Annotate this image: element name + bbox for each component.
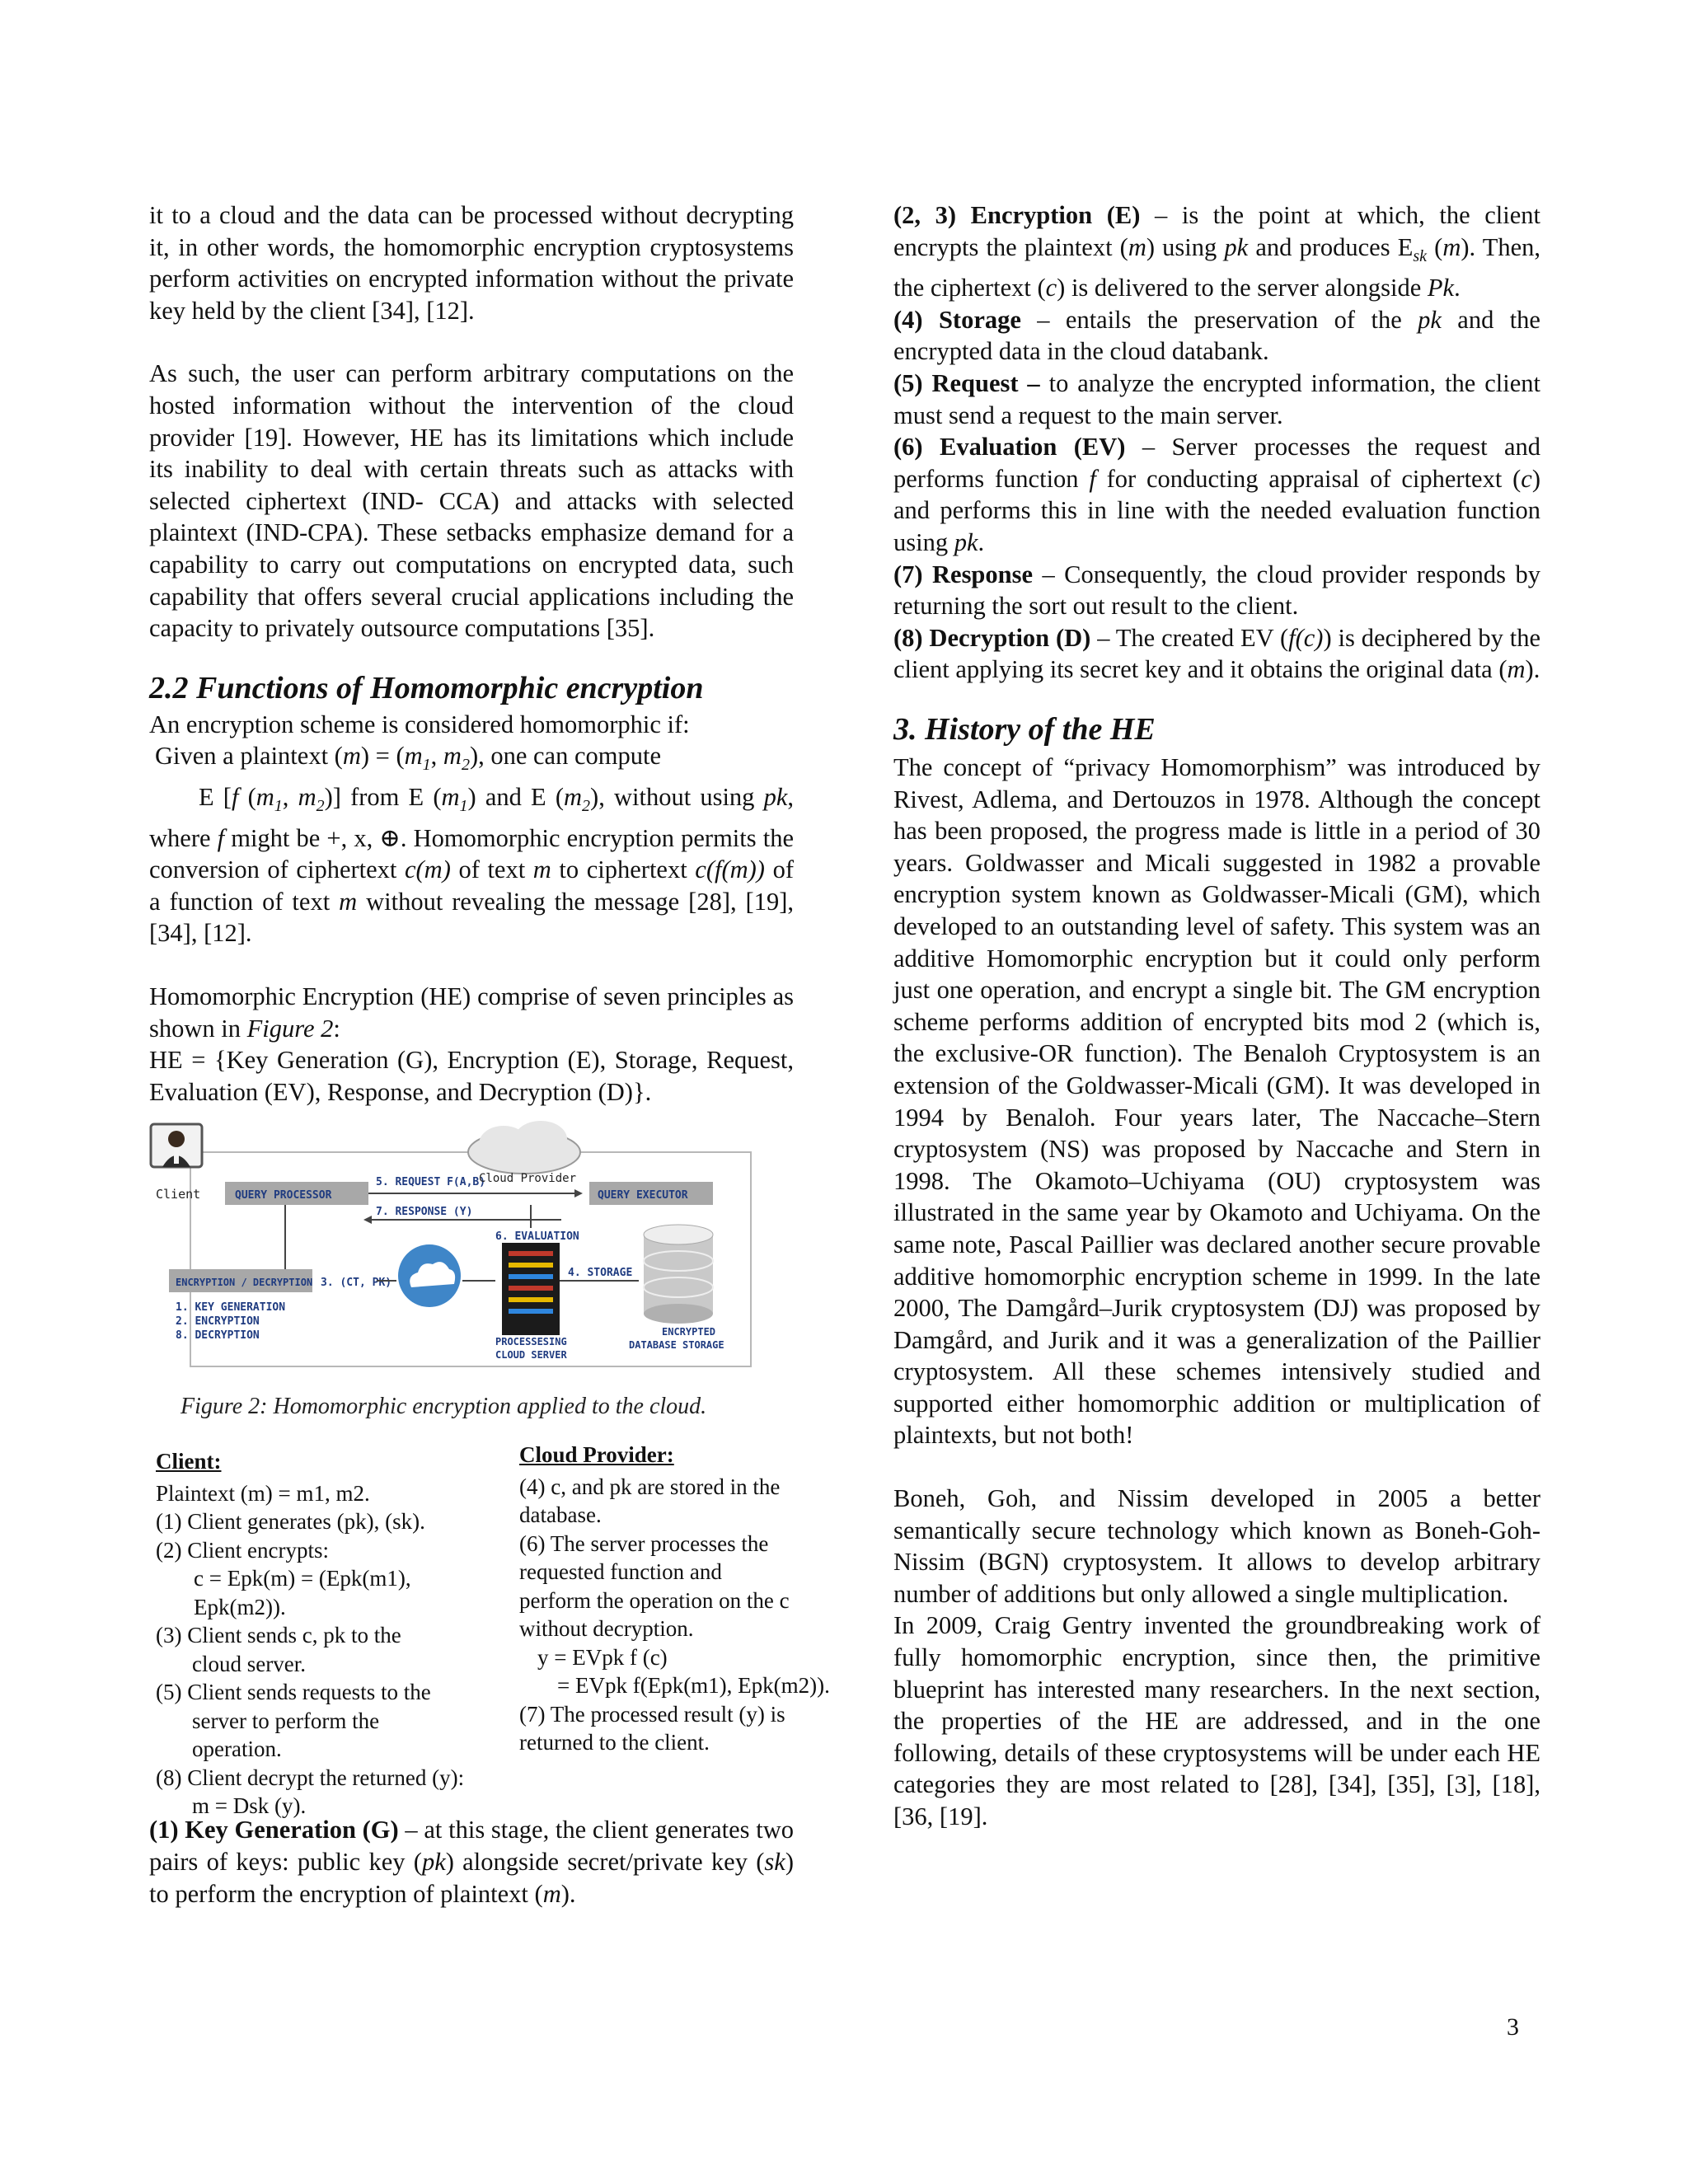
legend-cloud-line: (7) The processed result (y) is: [519, 1701, 785, 1727]
cloud-provider-label: Cloud Provider: [479, 1172, 577, 1186]
encryption-paragraph: (2, 3) Encryption (E) – is the point at which, the client encrypts the plaintext (m) using pk and produces $E_{sk}$ (m). Then, the ciphertext (c) is delivered to the server alongside Pk.: [893, 201, 1540, 302]
legend-client-line: c = Epk(m) = (Epk(m1), Epk(m2)).: [194, 1566, 411, 1619]
response-label: 7. RESPONSE (Y): [376, 1206, 473, 1219]
right-column: [893, 199, 1540, 1833]
processing-server-icon: [502, 1243, 560, 1335]
evaluation-paragraph: (6) Evaluation (EV) – Server processes the request and performs function f for conducting appraisal of ciphertext (c) and performs this in line with the needed evaluation function using pk.: [893, 433, 1540, 557]
encrypted-label-2: DATABASE STORAGE: [629, 1339, 724, 1352]
legend-client-line: (1) Client generates (pk), (sk).: [156, 1509, 425, 1535]
section-heading-functions: 2.2 Functions of Homomorphic encryption: [149, 670, 704, 705]
legend-client-line: (8) Client decrypt the returned (y):: [156, 1765, 465, 1790]
legend-cloud-line: (6) The server processes the: [519, 1530, 769, 1556]
query-executor-label: QUERY EXECUTOR: [598, 1189, 688, 1202]
processing-label-1: PROCESSESING: [495, 1336, 567, 1348]
paragraph-limitations: As such, the user can perform arbitrary computations on the hosted information without the intervention of the cloud provider [19]. However, HE has its limitations which include its inability to deal with certain threats such as attacks with selected ciphertext (IND- CCA) and attacks with selected plaintext (IND-CPA). These setbacks emphasize demand for a capability to carry out computations on encrypted data, such capability that offers several crucial applications including the capacity to privately outsource computations [35].: [149, 359, 794, 643]
diagram-svg: [149, 1119, 769, 1375]
figure-caption: Figure 2: Homomorphic encryption applied to the cloud.: [181, 1394, 707, 1420]
legend-client-line: operation.: [192, 1736, 282, 1762]
request-paragraph: (5) Request – to analyze the encrypted information, the client must send a request to the main server.: [893, 369, 1540, 429]
cloud-storage-icon: [398, 1244, 461, 1307]
definition-body: E [f ($m_1$, $m_2$)] from E $(m_1)$ and E $(m_2)$, without using pk, where f might be +, x, ⊕. Homomorphic encryption permits the conversion of ciphertext c(m) of text m to ciphertext c(f(m)) of a function of text m without revealing the message [28], [19], [34], [12].: [149, 783, 795, 948]
legend-cloud-line: without decryption.: [519, 1616, 694, 1642]
decryption-paragraph: (8) Decryption (D) – The created EV (f(c)) is deciphered by the client applying its secret key and it obtains the original data (m).: [893, 623, 1540, 684]
legend-cloud-line: = EVpk f(Epk(m1), Epk(m2)).: [557, 1673, 830, 1699]
section-heading-history: 3. History of the HE: [893, 712, 1156, 747]
page-number: 3: [1507, 2013, 1519, 2041]
response-paragraph: (7) Response – Consequently, the cloud provider responds by returning the sort out result to the client.: [893, 560, 1540, 621]
legend-client-line: cloud server.: [192, 1651, 306, 1676]
legend-client-column: [156, 1447, 502, 1821]
database-icon: [644, 1225, 713, 1324]
he-definition-set: HE = {Key Generation (G), Encryption (E), Storage, Request, Evaluation (EV), Response, and Decryption (D)}.: [149, 1046, 794, 1106]
legend-cloud-line: requested function and: [519, 1559, 722, 1585]
legend-cloud-heading: Cloud Provider:: [519, 1442, 674, 1468]
legend-client-heading: Client:: [156, 1449, 222, 1474]
client-label: Client: [156, 1187, 201, 1202]
legend-client-line: Plaintext (m) = m1, m2.: [156, 1480, 370, 1506]
legend-cloud-line: returned to the client.: [519, 1730, 710, 1755]
legend-cloud-line: database.: [519, 1502, 602, 1528]
step-1-label: 1. KEY GENERATION: [176, 1301, 286, 1315]
legend-cloud-column: [519, 1441, 832, 1757]
enc-dec-label: ENCRYPTION / DECRYPTION: [176, 1277, 313, 1289]
left-column: [149, 199, 830, 1910]
ct-pk-label: 3. (CT, PK): [321, 1277, 392, 1290]
history-paragraph-1: The concept of “privacy Homomorphism” was introduced by Rivest, Adlema, and Dertouzos in 1978. Although the concept has been proposed, the progress made is little in a period of 30 years. Goldwasser and Micali suggested in 1982 a provable encryption system known as Goldwasser-Micali (GM), which developed to an outstanding level of safety. This system was an additive Homomorphic encryption but it could only perform just one operation, and encrypt a single bit. The GM encryption scheme performs addition of encrypted bits mod 2 (which is, the exclusive-OR function). The Benaloh Cryptosystem is an extension of the Goldwasser-Micali (GM). It was developed in 1994 by Benaloh. Four years later, The Naccache–Stern cryptosystem (NS) was proposed by Naccache and Stern in 1998. The Okamoto–Uchiyama (OU) cryptosystem was illustrated in the same year by Okamoto and Uchiyama. On the same note, Pascal Paillier was declared another secure provable additive homomorphic encryption scheme in 1999. In the late 2000, The Damgård–Jurik cryptosystem (DJ) was proposed by Damgård, and Jurik and it was a generalization of the Paillier cryptosystem. All these schemes intensively studied and supported either homomorphic addition or multiplication of plaintexts, but not both!: [893, 753, 1540, 1450]
legend-client-line: server to perform the: [192, 1708, 380, 1733]
legend-cloud-line: y = EVpk f (c): [537, 1644, 668, 1670]
definition-intro: An encryption scheme is considered homomorphic if:: [149, 710, 690, 738]
step-2-label: 2. ENCRYPTION: [176, 1315, 260, 1329]
step-8-label: 8. DECRYPTION: [176, 1329, 260, 1343]
storage-paragraph: (4) Storage – entails the preservation of the pk and the encrypted data in the cloud databank.: [893, 305, 1540, 366]
figure-he-cloud-diagram: [149, 1119, 769, 1375]
cloud-provider-icon: [468, 1121, 580, 1174]
paragraph-principles: Homomorphic Encryption (HE) comprise of seven principles as shown in Figure 2:: [149, 982, 794, 1043]
client-avatar-icon: [151, 1124, 202, 1167]
key-generation-paragraph: (1) Key Generation (G) – at this stage, the client generates two pairs of keys: public key (pk) alongside secret/private key (sk) to perform the encryption of plaintext (m).: [149, 1816, 794, 1908]
history-paragraph-2: Boneh, Goh, and Nissim developed in 2005 a better semantically secure technology which known as Boneh-Goh-Nissim (BGN) cryptosystem. It allows to develop arbitrary number of additions but only allowed a single multiplication.: [893, 1484, 1540, 1608]
legend-client-line: (2) Client encrypts:: [156, 1537, 329, 1563]
evaluation-label: 6. EVALUATION: [495, 1230, 579, 1244]
figure-legend: [149, 1442, 830, 1819]
legend-cloud-line: perform the operation on the c: [519, 1587, 790, 1613]
legend-client-line: m = Dsk (y).: [192, 1793, 307, 1819]
legend-cloud-line: (4) c, and pk are stored in the: [519, 1474, 781, 1499]
request-label: 5. REQUEST F(A,B): [376, 1176, 486, 1189]
processing-label-2: CLOUD SERVER: [495, 1349, 567, 1361]
definition-given: Given a plaintext $(m) = (m_1$, $m_2$), one can compute: [155, 742, 661, 775]
storage-label: 4. STORAGE: [568, 1267, 633, 1280]
query-processor-label: QUERY PROCESSOR: [235, 1189, 332, 1202]
encrypted-label-1: ENCRYPTED: [662, 1326, 716, 1338]
paragraph-intro: it to a cloud and the data can be processed without decrypting it, in other words, the homomorphic encryption cryptosystems perform activities on encrypted information without the private key held by the client [34], [12].: [149, 201, 794, 325]
legend-client-line: (3) Client sends c, pk to the: [156, 1623, 401, 1648]
history-paragraph-3: In 2009, Craig Gentry invented the groundbreaking work of fully homomorphic encryption, since then, the primitive blueprint has interested many researchers. In the next section, the properties of the HE are addressed, and in the one following, details of these cryptosystems will be under each HE categories they are most related to [28], [34], [35], [3], [18], [36, [19].: [893, 1611, 1540, 1830]
legend-client-line: (5) Client sends requests to the: [156, 1680, 431, 1705]
